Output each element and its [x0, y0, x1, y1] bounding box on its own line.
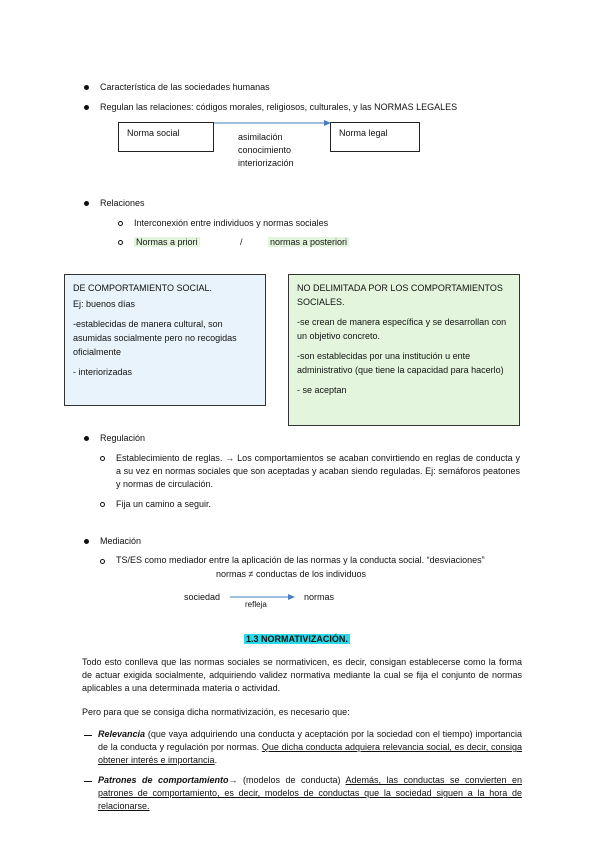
diagram-label-interiorizacion: interiorización — [238, 158, 294, 168]
relaciones-sub1: Interconexión entre individuos y normas sociales — [134, 218, 329, 228]
arrow-right-icon — [214, 118, 332, 128]
box-right-line-2: -se crean de manera específica y se desarrollan con un objetivo concreto. — [297, 317, 507, 341]
regulacion-sub1: Establecimiento de reglas. → Los comportamientos se acaban convirtiendo en reglas de conducta y a su vez en normas sociales que son aceptadas y acaban siendo reguladas. Ej: semáforos peatones y normas de circulación. — [116, 453, 520, 489]
patrones-term: Patrones de comportamiento — [98, 775, 229, 785]
box-left-line-3: -establecidas de manera cultural, son asumidas socialmente pero no recogidas oficialmente — [73, 319, 237, 357]
sub-bullet — [100, 502, 105, 507]
dash-marker — [84, 781, 92, 782]
bullet — [84, 105, 89, 110]
relevancia-text: (que vaya adquiriendo una conducta y aceptación por la sociedad con el tiempo) importancia de la conducta y regulación por normas. — [98, 729, 522, 752]
dash-item-relevancia — [98, 728, 522, 767]
box-left-line-2: Ej: buenos días — [73, 299, 136, 309]
sociedad-label: sociedad — [184, 592, 221, 602]
box-left-line-4: - interiorizadas — [73, 367, 133, 377]
patrones-arrow: → — [228, 775, 238, 785]
mediacion-line2: normas ≠ conductas de los individuos — [216, 569, 367, 579]
sub-bullet — [118, 240, 123, 245]
paragraph-2: Pero para que se consiga dicha normativización, es necesario que: — [82, 707, 350, 717]
section-title: 1.3 NORMATIVIZACIÓN. — [246, 634, 348, 644]
relevancia-underlined: Que dicha conducta adquiera relevancia social, es decir, consiga obtener interés e importancia — [98, 742, 522, 765]
relaciones-title: Relaciones — [100, 198, 145, 208]
norma-social-box — [118, 122, 214, 152]
box-left-line-1: DE COMPORTAMIENTO SOCIAL. — [73, 283, 213, 293]
bullet — [84, 436, 89, 441]
sub-bullet — [100, 559, 105, 564]
diagram-label-conocimiento: conocimiento — [238, 145, 292, 155]
patrones-text: (modelos de conducta) — [237, 775, 346, 785]
box-no-delimitada — [288, 274, 520, 426]
norma-social-label: Norma social — [127, 128, 180, 138]
sub-bullet — [100, 456, 105, 461]
mediacion-title: Mediación — [100, 536, 142, 546]
norma-legal-box — [330, 122, 420, 152]
bullet — [84, 85, 89, 90]
patrones-underlined: Además, las conductas se convierten en patrones de comportamiento, es decir, modelos de conductas que la sociedad siguen a la hora de relacionarse. — [98, 775, 523, 811]
box-right-line-4: - se aceptan — [297, 385, 347, 395]
normas-label: normas — [304, 592, 335, 602]
dash-item-patrones — [98, 774, 522, 813]
bullet-text-2: Regulan las relaciones: códigos morales, religiosos, culturales, y las NORMAS LEGALES — [100, 102, 458, 112]
regulacion-title: Regulación — [100, 433, 146, 443]
norma-legal-label: Norma legal — [339, 128, 388, 138]
box-comportamiento-social — [64, 274, 266, 406]
box-right-line-3: -son establecidas por una institución u ente administrativo (que tiene la capacidad para hacerlo) — [297, 351, 504, 375]
bullet — [84, 539, 89, 544]
bullet — [84, 201, 89, 206]
sub-bullet — [118, 221, 123, 226]
slash-separator: / — [240, 237, 243, 247]
relevancia-end: . — [214, 755, 218, 765]
normas-a-priori: Normas a priori — [136, 237, 198, 247]
dash-marker — [84, 735, 92, 736]
diagram-label-asimilacion: asimilación — [238, 132, 283, 142]
refleja-label: refleja — [245, 600, 267, 609]
paragraph-1: Todo esto conlleva que las normas sociales se normativicen, es decir, consigan establecerse como la forma de actuar exigida socialmente, adquiriendo validez normativa mediante la cual se fija el conjunto de normas aplicables a una determinada materia o actividad. — [82, 657, 522, 693]
bullet-text-1: Característica de las sociedades humanas — [100, 82, 270, 92]
regulacion-sub2: Fija un camino a seguir. — [116, 499, 212, 509]
relevancia-term: Relevancia — [98, 729, 146, 739]
normas-a-posteriori: normas a posteriori — [270, 237, 348, 247]
mediacion-sub1: TS/ES como mediador entre la aplicación de las normas y la conducta social. “desviaciones” — [116, 555, 485, 565]
box-right-line-1: NO DELIMITADA POR LOS COMPORTAMIENTOS SOCIALES. — [297, 283, 503, 307]
